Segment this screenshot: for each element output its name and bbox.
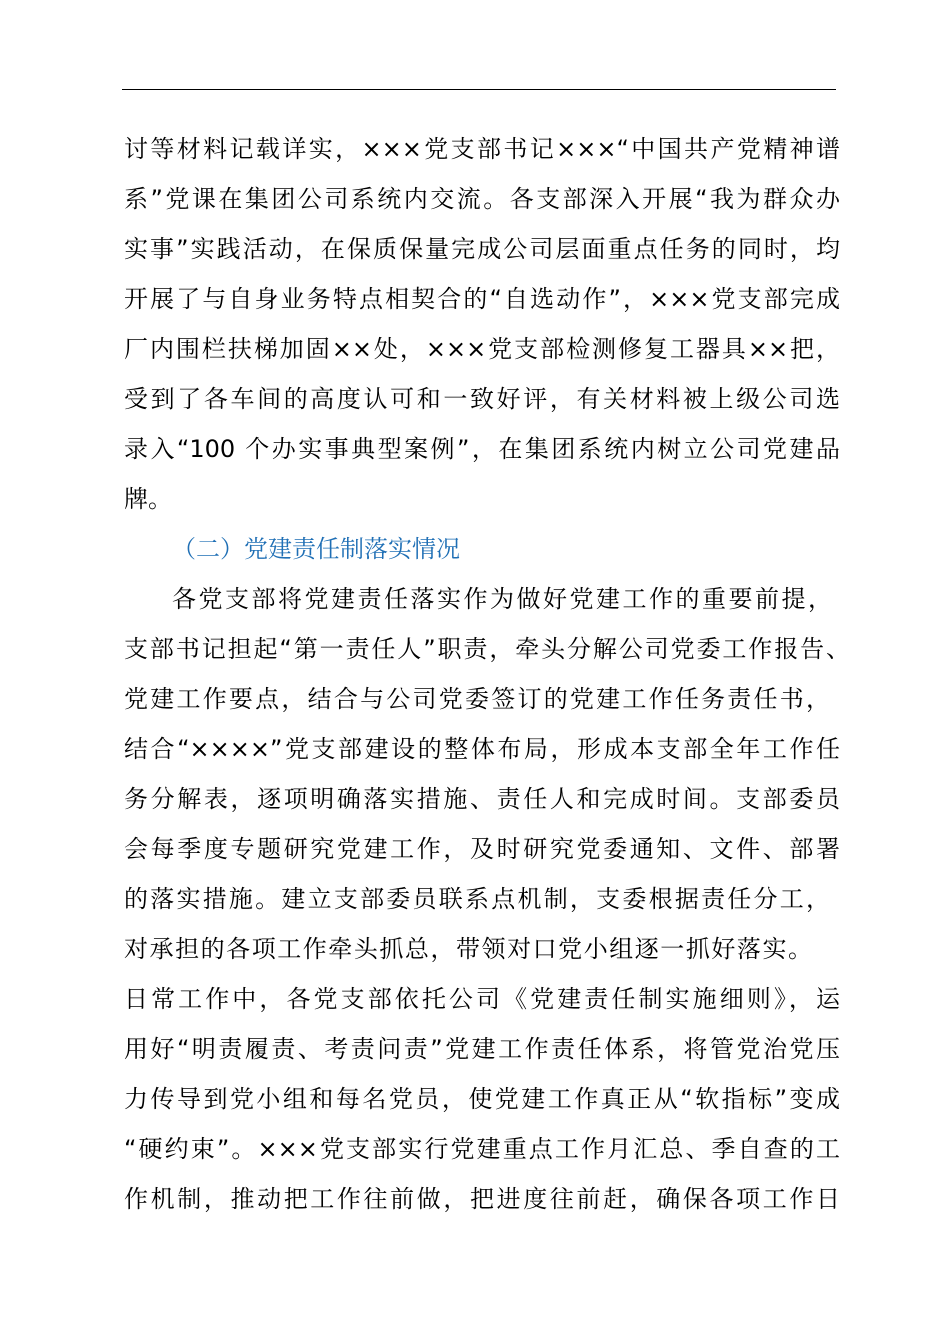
text-line-13: 结合“××××”党支部建设的整体布局，形成本支部全年工作任 xyxy=(124,735,840,763)
text-line-12: 党建工作要点，结合与公司党委签订的党建工作任务责任书， xyxy=(124,685,830,713)
section-heading: （二）党建责任制落实情况 xyxy=(172,535,460,563)
text-line-4: 开展了与自身业务特点相契合的“自选动作”，×××党支部完成 xyxy=(124,285,840,313)
text-line-10: 各党支部将党建责任落实作为做好党建工作的重要前提， xyxy=(172,585,832,613)
text-line-8: 牌。 xyxy=(124,485,172,513)
text-line-17: 对承担的各项工作牵头抓总，带领对口党小组逐一抓好落实。 xyxy=(124,935,812,963)
text-line-18: 日常工作中，各党支部依托公司《党建责任制实施细则》，运 xyxy=(124,985,840,1013)
text-line-21: “硬约束”。×××党支部实行党建重点工作月汇总、季自查的工 xyxy=(124,1135,840,1163)
text-line-16: 的落实措施。建立支部委员联系点机制，支委根据责任分工， xyxy=(124,885,830,913)
text-line-20: 力传导到党小组和每名党员，使党建工作真正从“软指标”变成 xyxy=(124,1085,840,1113)
text-line-3: 实事”实践活动，在保质保量完成公司层面重点任务的同时，均 xyxy=(124,235,840,263)
text-line-2: 系”党课在集团公司系统内交流。各支部深入开展“我为群众办 xyxy=(124,185,840,213)
text-line-7: 录入“100 个办实事典型案例”，在集团系统内树立公司党建品 xyxy=(124,435,840,463)
text-line-19: 用好“明责履责、考责问责”党建工作责任体系，将管党治党压 xyxy=(124,1035,840,1063)
text-line-14: 务分解表，逐项明确落实措施、责任人和完成时间。支部委员 xyxy=(124,785,840,813)
text-line-5: 厂内围栏扶梯加固××处，×××党支部检测修复工器具××把， xyxy=(124,335,840,363)
text-line-15: 会每季度专题研究党建工作，及时研究党委通知、文件、部署 xyxy=(124,835,840,863)
header-rule xyxy=(122,89,836,90)
text-line-22: 作机制，推动把工作往前做，把进度往前赶，确保各项工作日 xyxy=(124,1185,840,1213)
text-line-6: 受到了各车间的高度认可和一致好评，有关材料被上级公司选 xyxy=(124,385,840,413)
text-line-11: 支部书记担起“第一责任人”职责，牵头分解公司党委工作报告、 xyxy=(124,635,850,663)
text-line-1: 讨等材料记载详实，×××党支部书记×××“中国共产党精神谱 xyxy=(124,135,840,163)
